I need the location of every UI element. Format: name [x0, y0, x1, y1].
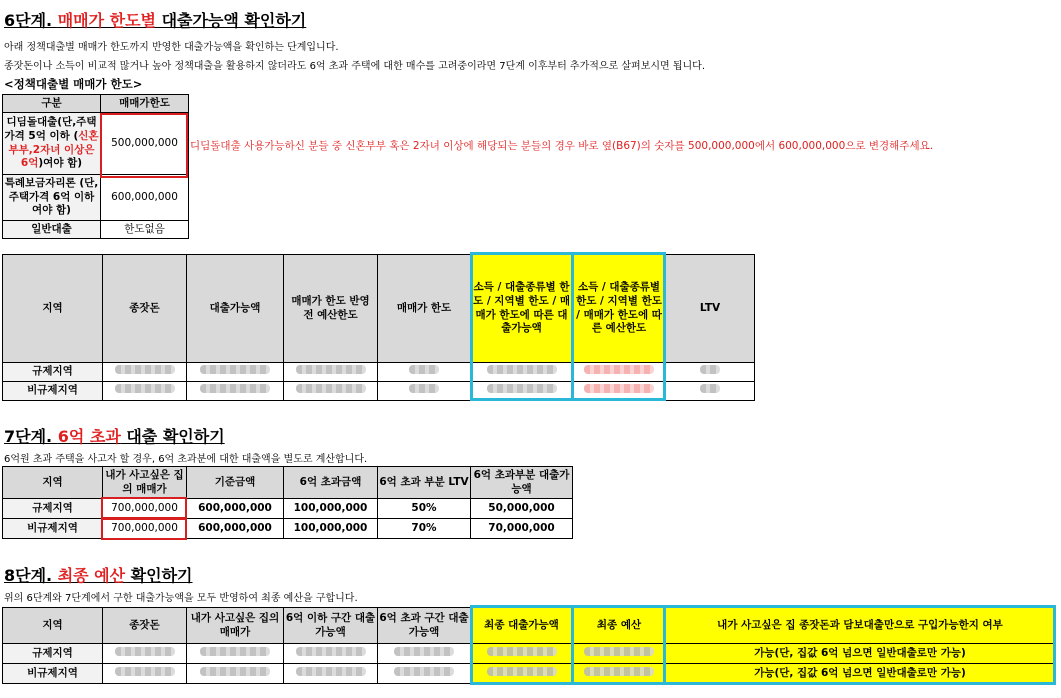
blurred-value	[200, 365, 270, 374]
s6-head-region: 지역	[3, 255, 103, 363]
s8-head-feasibility: 내가 사고싶은 집 종잣돈과 담보대출만으로 구입가능한지 여부	[666, 608, 1055, 644]
s7-price-cell[interactable]: 700,000,000	[103, 519, 187, 539]
s6-head-budget-pre: 매매가 한도 반영 전 예산한도	[284, 255, 378, 363]
step7-title: 7단계. 6억 초과 대출 확인하기	[4, 427, 225, 446]
step7-table	[2, 466, 573, 539]
blurred-value	[115, 384, 175, 393]
s7-loan-cell: 50,000,000	[471, 499, 573, 519]
blurred-value	[409, 384, 439, 393]
s6-row-region: 비규제지역	[3, 382, 103, 401]
blurred-value	[487, 365, 557, 374]
blurred-value	[394, 667, 454, 676]
s6-head-loan: 대출가능액	[187, 255, 284, 363]
didimdol-red-note: 디딤돌대출 사용가능하신 분들 중 신혼부부 혹은 2자녀 이상에 해당되는 분들의 경우 바로 옆(B67)의 숫자를 500,000,000에서 600,000,000으로 변경해주세요.	[190, 140, 934, 152]
limit-value-general: 한도없음	[101, 221, 189, 239]
s6-head-ltv: LTV	[666, 255, 755, 363]
step6-desc-2: 종잣돈이나 소득이 비교적 많거나 높아 정책대출을 활용하지 않더라도 6억 초과 주택에 대한 매수를 고려중이라면 7단계 이후부터 추가적으로 살펴보시면 됩니다.	[4, 61, 706, 72]
s7-ltv-cell: 50%	[378, 499, 471, 519]
s6-head-seed: 종잣돈	[103, 255, 187, 363]
s8-result-cell: 가능(단, 집값 6억 넘으면 일반대출로만 가능)	[666, 644, 1055, 664]
s7-row-region: 규제지역	[3, 499, 103, 519]
s6-head-final-loan: 소득 / 대출종류별 한도 / 지역별 한도 / 매매가 한도에 따른 대출가능액	[471, 255, 573, 363]
blurred-value	[584, 647, 654, 656]
limit-value-bogeumjari: 600,000,000	[101, 175, 189, 221]
blurred-value	[115, 647, 175, 656]
s7-head-price: 내가 사고싶은 집의 매매가	[103, 467, 187, 499]
s8-row-region: 비규제지역	[3, 664, 103, 684]
s8-head-final-loan: 최종 대출가능액	[471, 608, 573, 644]
step8-desc: 위의 6단계와 7단계에서 구한 대출가능액을 모두 반영하여 최종 예산을 구합니다.	[4, 593, 358, 604]
s7-head-region: 지역	[3, 467, 103, 499]
blurred-value	[700, 384, 720, 393]
blurred-value	[296, 384, 366, 393]
limit-label-general: 일반대출	[3, 221, 101, 239]
limit-label-bogeumjari: 특례보금자리론 (단,주택가격 6억 이하여야 함)	[3, 175, 101, 221]
limit-head-value: 매매가한도	[101, 95, 189, 113]
s8-head-under6: 6억 이하 구간 대출가능액	[284, 608, 378, 644]
s7-row-region: 비규제지역	[3, 519, 103, 539]
blurred-value	[487, 667, 557, 676]
blurred-value	[394, 647, 454, 656]
s8-head-over6: 6억 초과 구간 대출가능액	[378, 608, 471, 644]
blurred-value	[115, 365, 175, 374]
blurred-value	[584, 384, 654, 393]
blurred-value	[487, 647, 557, 656]
s7-over-cell: 100,000,000	[284, 519, 378, 539]
blurred-value	[584, 667, 654, 676]
s8-result-cell: 가능(단, 집값 6억 넘으면 일반대출로만 가능)	[666, 664, 1055, 684]
blurred-value	[700, 365, 720, 374]
blurred-value	[584, 365, 654, 374]
blurred-value	[115, 667, 175, 676]
blurred-value	[296, 647, 366, 656]
s7-price-cell[interactable]: 700,000,000	[103, 499, 187, 519]
limit-label-didimdol: 디딤돌대출(단,주택가격 5억 이하 (신혼부부,2자녀 이상은 6억)여야 함)	[3, 113, 101, 175]
s7-base-cell: 600,000,000	[187, 519, 284, 539]
step8-table	[2, 607, 1055, 684]
s7-head-loan: 6억 초과부분 대출가능액	[471, 467, 573, 499]
s8-head-region: 지역	[3, 608, 103, 644]
step6-subtitle: <정책대출별 매매가 한도>	[4, 77, 143, 91]
blurred-value	[487, 384, 557, 393]
limit-table	[2, 94, 189, 239]
step6-title: 6단계. 매매가 한도별 대출가능액 확인하기	[4, 11, 307, 30]
s8-head-price: 내가 사고싶은 집의 매매가	[187, 608, 284, 644]
s6-head-final-budget: 소득 / 대출종류별 한도 / 지역별 한도 / 매매가 한도에 따른 예산한도	[573, 255, 666, 363]
blurred-value	[200, 647, 270, 656]
s7-head-over: 6억 초과금액	[284, 467, 378, 499]
blurred-value	[296, 667, 366, 676]
s6-row-region: 규제지역	[3, 363, 103, 382]
step6-desc-1: 아래 정책대출별 매매가 한도까지 반영한 대출가능액을 확인하는 단계입니다.	[4, 42, 339, 53]
s8-head-seed: 종잣돈	[103, 608, 187, 644]
s7-loan-cell: 70,000,000	[471, 519, 573, 539]
s7-head-base: 기준금액	[187, 467, 284, 499]
s7-head-ltv: 6억 초과 부분 LTV	[378, 467, 471, 499]
blurred-value	[409, 365, 439, 374]
s7-base-cell: 600,000,000	[187, 499, 284, 519]
s7-ltv-cell: 70%	[378, 519, 471, 539]
step8-title: 8단계. 최종 예산 확인하기	[4, 566, 193, 585]
step7-desc: 6억원 초과 주택을 사고자 할 경우, 6억 초과분에 대한 대출액을 별도로 계산합니다.	[4, 454, 368, 465]
blurred-value	[200, 384, 270, 393]
step6-main-table	[2, 254, 755, 401]
blurred-value	[200, 667, 270, 676]
limit-value-didimdol[interactable]: 500,000,000	[101, 113, 189, 175]
s8-row-region: 규제지역	[3, 644, 103, 664]
s8-head-final-budget: 최종 예산	[573, 608, 666, 644]
blurred-value	[296, 365, 366, 374]
s7-over-cell: 100,000,000	[284, 499, 378, 519]
limit-head-category: 구분	[3, 95, 101, 113]
s6-head-price-limit: 매매가 한도	[378, 255, 471, 363]
